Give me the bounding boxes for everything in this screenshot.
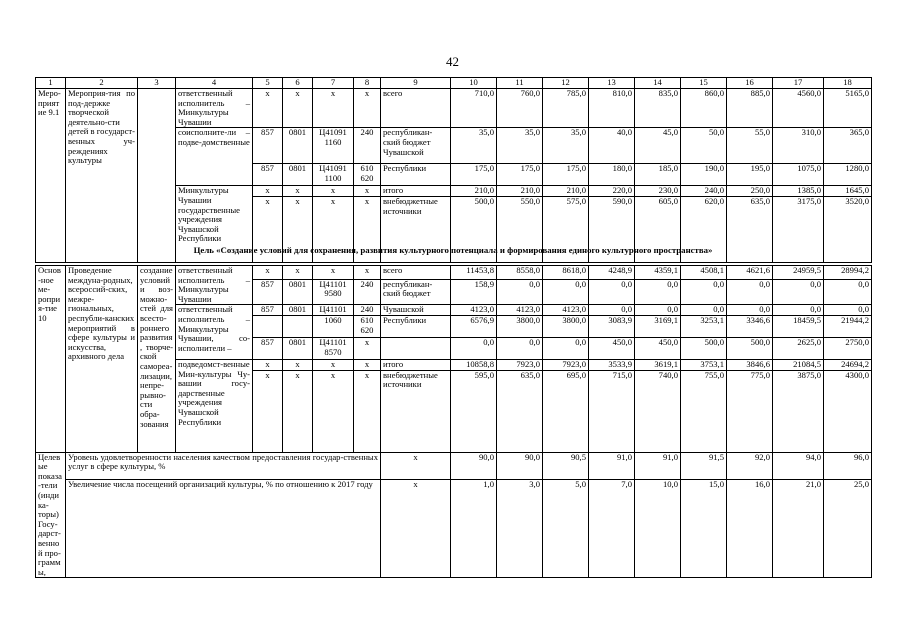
cell: 240 bbox=[354, 128, 381, 164]
value-cell: 220,0 bbox=[589, 186, 635, 197]
value-cell: 21084,5 bbox=[773, 359, 824, 370]
value-cell: 1,0 bbox=[451, 479, 497, 577]
value-cell: 0,0 bbox=[681, 279, 727, 305]
cell: x bbox=[283, 196, 313, 262]
value-cell: 21,0 bbox=[773, 479, 824, 577]
value-cell: 2625,0 bbox=[773, 337, 824, 359]
col-num: 17 bbox=[773, 78, 824, 89]
measure-goal: создание условий и воз-можно-стей для всесто-роннего развития, творче-ской самореа-лизации, непре-рывно-сти обра-зования bbox=[138, 266, 176, 453]
value-cell: 1385,0 bbox=[773, 186, 824, 197]
value-cell: 4621,6 bbox=[727, 266, 773, 280]
value-cell: 6576,9 bbox=[451, 315, 497, 337]
value-cell: 4300,0 bbox=[824, 370, 872, 452]
value-cell: 0,0 bbox=[824, 279, 872, 305]
cell: Ц41101 bbox=[313, 305, 354, 316]
value-cell: 365,0 bbox=[824, 128, 872, 164]
cell: x bbox=[253, 266, 283, 280]
value-cell: 605,0 bbox=[635, 196, 681, 262]
cell: x bbox=[354, 89, 381, 128]
value-cell: 695,0 bbox=[543, 370, 589, 452]
value-cell: 175,0 bbox=[543, 164, 589, 186]
indicator-mark: x bbox=[381, 452, 451, 479]
value-cell: 620,0 bbox=[681, 196, 727, 262]
column-number-row bbox=[36, 78, 872, 89]
cell: 0801 bbox=[283, 164, 313, 186]
source-cell: всего bbox=[381, 266, 451, 280]
value-cell: 4560,0 bbox=[773, 89, 824, 128]
value-cell: 4123,0 bbox=[543, 305, 589, 316]
value-cell: 250,0 bbox=[727, 186, 773, 197]
value-cell: 180,0 bbox=[589, 164, 635, 186]
source-cell: Республики bbox=[381, 315, 451, 337]
value-cell: 92,0 bbox=[727, 452, 773, 479]
cell: x bbox=[313, 266, 354, 280]
value-cell: 4123,0 bbox=[451, 305, 497, 316]
cell: x bbox=[313, 370, 354, 452]
indicator-row bbox=[36, 452, 872, 479]
col-num: 3 bbox=[138, 78, 176, 89]
value-cell: 3846,6 bbox=[727, 359, 773, 370]
value-cell: 21944,2 bbox=[824, 315, 872, 337]
value-cell: 195,0 bbox=[727, 164, 773, 186]
value-cell: 2750,0 bbox=[824, 337, 872, 359]
cell: x bbox=[283, 266, 313, 280]
cell: x bbox=[253, 196, 283, 262]
cell: x bbox=[253, 359, 283, 370]
value-cell: 90,0 bbox=[497, 452, 543, 479]
value-cell: 0,0 bbox=[543, 337, 589, 359]
value-cell: 15,0 bbox=[681, 479, 727, 577]
value-cell: 11453,8 bbox=[451, 266, 497, 280]
cell: 0801 bbox=[283, 305, 313, 316]
cell: x bbox=[354, 196, 381, 262]
col-num: 7 bbox=[313, 78, 354, 89]
measure-goal bbox=[138, 89, 176, 263]
value-cell: 635,0 bbox=[497, 370, 543, 452]
value-cell: 310,0 bbox=[773, 128, 824, 164]
value-cell: 3175,0 bbox=[773, 196, 824, 262]
value-cell: 0,0 bbox=[727, 305, 773, 316]
value-cell: 4359,1 bbox=[635, 266, 681, 280]
cell: 857 bbox=[253, 305, 283, 316]
executor-text: ответственный исполнитель – Минкультуры Чувашии bbox=[178, 88, 250, 127]
cell: 857 bbox=[253, 164, 283, 186]
value-cell: 500,0 bbox=[451, 196, 497, 262]
cell: 240 bbox=[354, 279, 381, 305]
value-cell: 10,0 bbox=[635, 479, 681, 577]
value-cell: 16,0 bbox=[727, 479, 773, 577]
executor-cell bbox=[176, 89, 253, 128]
value-cell: 500,0 bbox=[681, 337, 727, 359]
value-cell: 94,0 bbox=[773, 452, 824, 479]
cell: Ц41101 8570 bbox=[313, 337, 354, 359]
value-cell: 3,0 bbox=[497, 479, 543, 577]
value-cell: 760,0 bbox=[497, 89, 543, 128]
value-cell: 96,0 bbox=[824, 452, 872, 479]
cell: x bbox=[253, 186, 283, 197]
cell: x bbox=[313, 89, 354, 128]
value-cell: 50,0 bbox=[681, 128, 727, 164]
source-cell: итого bbox=[381, 186, 451, 197]
cell: x bbox=[253, 89, 283, 128]
value-cell: 28994,2 bbox=[824, 266, 872, 280]
value-cell: 91,5 bbox=[681, 452, 727, 479]
value-cell: 24959,5 bbox=[773, 266, 824, 280]
value-cell: 7923,0 bbox=[543, 359, 589, 370]
cell: x bbox=[283, 370, 313, 452]
cell: Ц41091 1100 bbox=[313, 164, 354, 186]
cell: x bbox=[313, 186, 354, 197]
program-table-part-1 bbox=[35, 77, 872, 263]
cell: Ц41091 1160 bbox=[313, 128, 354, 164]
value-cell: 3875,0 bbox=[773, 370, 824, 452]
value-cell: 4508,1 bbox=[681, 266, 727, 280]
col-num: 4 bbox=[176, 78, 253, 89]
value-cell: 575,0 bbox=[543, 196, 589, 262]
table-row bbox=[36, 266, 872, 280]
value-cell: 4123,0 bbox=[497, 305, 543, 316]
value-cell: 810,0 bbox=[589, 89, 635, 128]
value-cell: 3169,1 bbox=[635, 315, 681, 337]
value-cell: 755,0 bbox=[681, 370, 727, 452]
value-cell: 18459,5 bbox=[773, 315, 824, 337]
source-cell: итого bbox=[381, 359, 451, 370]
col-num: 11 bbox=[497, 78, 543, 89]
cell: 240 bbox=[354, 305, 381, 316]
value-cell: 3346,6 bbox=[727, 315, 773, 337]
source-cell: Чувашской bbox=[381, 305, 451, 316]
cell: x bbox=[313, 196, 354, 262]
value-cell: 1645,0 bbox=[824, 186, 872, 197]
col-num: 8 bbox=[354, 78, 381, 89]
source-cell: внебюджетные источники bbox=[381, 196, 451, 262]
page-number: 42 bbox=[446, 54, 459, 69]
col-num: 16 bbox=[727, 78, 773, 89]
value-cell: 1075,0 bbox=[773, 164, 824, 186]
co-executor-text: Минкультуры Чувашии государственные учреждения Чувашской Республики bbox=[178, 185, 240, 244]
cell: 0801 bbox=[283, 337, 313, 359]
col-num: 18 bbox=[824, 78, 872, 89]
value-cell: 500,0 bbox=[727, 337, 773, 359]
value-cell: 0,0 bbox=[589, 305, 635, 316]
value-cell: 0,0 bbox=[543, 279, 589, 305]
value-cell: 25,0 bbox=[824, 479, 872, 577]
executor-cell: ответственный исполнитель – Минкультуры Чувашии bbox=[176, 266, 253, 305]
col-num: 12 bbox=[543, 78, 589, 89]
source-cell: Республики bbox=[381, 164, 451, 186]
value-cell: 3800,0 bbox=[497, 315, 543, 337]
indicators-label: Целевые показа-тели (индика-торы) Госу-дарст-венной про-граммы, bbox=[36, 452, 66, 578]
value-cell: 230,0 bbox=[635, 186, 681, 197]
col-num: 6 bbox=[283, 78, 313, 89]
cell: 610 620 bbox=[354, 315, 381, 337]
source-cell bbox=[381, 337, 451, 359]
cell: x bbox=[354, 359, 381, 370]
table-row bbox=[36, 89, 872, 128]
value-cell: 90,0 bbox=[451, 452, 497, 479]
col-num: 1 bbox=[36, 78, 66, 89]
value-cell: 0,0 bbox=[589, 279, 635, 305]
program-table-part-2 bbox=[35, 265, 872, 578]
value-cell: 885,0 bbox=[727, 89, 773, 128]
col-num: 13 bbox=[589, 78, 635, 89]
value-cell: 0,0 bbox=[497, 337, 543, 359]
col-num: 9 bbox=[381, 78, 451, 89]
value-cell: 0,0 bbox=[773, 279, 824, 305]
col-num: 14 bbox=[635, 78, 681, 89]
cell bbox=[283, 315, 313, 337]
value-cell: 3520,0 bbox=[824, 196, 872, 262]
value-cell: 0,0 bbox=[635, 305, 681, 316]
value-cell: 3083,9 bbox=[589, 315, 635, 337]
value-cell: 91,0 bbox=[589, 452, 635, 479]
value-cell: 8558,0 bbox=[497, 266, 543, 280]
value-cell: 3753,1 bbox=[681, 359, 727, 370]
value-cell: 590,0 bbox=[589, 196, 635, 262]
value-cell: 0,0 bbox=[727, 279, 773, 305]
value-cell: 860,0 bbox=[681, 89, 727, 128]
value-cell: 90,5 bbox=[543, 452, 589, 479]
value-cell: 0,0 bbox=[451, 337, 497, 359]
value-cell: 7,0 bbox=[589, 479, 635, 577]
value-cell: 175,0 bbox=[497, 164, 543, 186]
indicator-row bbox=[36, 479, 872, 577]
value-cell: 0,0 bbox=[635, 279, 681, 305]
value-cell: 158,9 bbox=[451, 279, 497, 305]
value-cell: 35,0 bbox=[451, 128, 497, 164]
value-cell: 8618,0 bbox=[543, 266, 589, 280]
cell: 857 bbox=[253, 128, 283, 164]
value-cell: 5165,0 bbox=[824, 89, 872, 128]
cell: 1060 bbox=[313, 315, 354, 337]
value-cell: 740,0 bbox=[635, 370, 681, 452]
co-executor-text: соисполните-ли – подве-домственные bbox=[178, 127, 250, 147]
cell: x bbox=[283, 359, 313, 370]
value-cell: 635,0 bbox=[727, 196, 773, 262]
value-cell: 55,0 bbox=[727, 128, 773, 164]
value-cell: 24694,2 bbox=[824, 359, 872, 370]
value-cell: 190,0 bbox=[681, 164, 727, 186]
value-cell: 3253,1 bbox=[681, 315, 727, 337]
value-cell: 210,0 bbox=[497, 186, 543, 197]
measure-number: Основ-ное ме-роприя-тие 10 bbox=[36, 266, 66, 453]
goal-heading: Цель «Создание условий для сохранения, развития культурного потенциала и формирования единого культурного пространства» bbox=[193, 245, 713, 255]
cell: 857 bbox=[253, 279, 283, 305]
source-cell: всего bbox=[381, 89, 451, 128]
value-cell: 715,0 bbox=[589, 370, 635, 452]
value-cell: 1280,0 bbox=[824, 164, 872, 186]
measure-name: Проведение междуна-родных, всероссий-ских, межре-гиональных, республи-канских мероприятий в сфере культуры и искусства, архивного дела bbox=[66, 266, 138, 453]
cell: x bbox=[354, 337, 381, 359]
value-cell: 35,0 bbox=[543, 128, 589, 164]
value-cell: 5,0 bbox=[543, 479, 589, 577]
cell: x bbox=[354, 266, 381, 280]
co-executor-cell: ответственный исполнитель – Минкультуры Чувашии, со-исполнители – bbox=[176, 305, 253, 360]
value-cell: 0,0 bbox=[773, 305, 824, 316]
value-cell: 3533,9 bbox=[589, 359, 635, 370]
col-num: 10 bbox=[451, 78, 497, 89]
value-cell: 3619,1 bbox=[635, 359, 681, 370]
value-cell: 45,0 bbox=[635, 128, 681, 164]
value-cell: 35,0 bbox=[497, 128, 543, 164]
value-cell: 40,0 bbox=[589, 128, 635, 164]
value-cell: 0,0 bbox=[681, 305, 727, 316]
indicator-mark: x bbox=[381, 479, 451, 577]
cell: x bbox=[283, 186, 313, 197]
value-cell: 210,0 bbox=[543, 186, 589, 197]
cell: x bbox=[253, 370, 283, 452]
cell: x bbox=[313, 359, 354, 370]
value-cell: 835,0 bbox=[635, 89, 681, 128]
value-cell: 7923,0 bbox=[497, 359, 543, 370]
value-cell: 595,0 bbox=[451, 370, 497, 452]
value-cell: 185,0 bbox=[635, 164, 681, 186]
value-cell: 0,0 bbox=[824, 305, 872, 316]
value-cell: 3800,0 bbox=[543, 315, 589, 337]
source-cell: республикан-ский бюджет bbox=[381, 279, 451, 305]
co-executor-cell: подведомст-венные Мин-культуры Чу-вашии госу-дарственные учреждения Чувашской Республики bbox=[176, 359, 253, 452]
col-num: 2 bbox=[66, 78, 138, 89]
source-cell: республикан-ский бюджет Чувашской bbox=[381, 128, 451, 164]
value-cell: 175,0 bbox=[451, 164, 497, 186]
co-executor-cell bbox=[176, 128, 253, 186]
cell: x bbox=[354, 186, 381, 197]
col-num: 5 bbox=[253, 78, 283, 89]
cell: 0801 bbox=[283, 128, 313, 164]
value-cell: 0,0 bbox=[497, 279, 543, 305]
cell: 610 620 bbox=[354, 164, 381, 186]
value-cell: 240,0 bbox=[681, 186, 727, 197]
measure-name: Мероприя-тия по под-держке творческой деятельно-сти детей в государст-венных уч-реждениях культуры bbox=[66, 89, 138, 263]
cell: x bbox=[354, 370, 381, 452]
value-cell: 4248,9 bbox=[589, 266, 635, 280]
value-cell: 785,0 bbox=[543, 89, 589, 128]
cell: Ц41101 9580 bbox=[313, 279, 354, 305]
value-cell: 710,0 bbox=[451, 89, 497, 128]
cell: x bbox=[283, 89, 313, 128]
value-cell: 775,0 bbox=[727, 370, 773, 452]
value-cell: 450,0 bbox=[589, 337, 635, 359]
indicator-text: Уровень удовлетворенности населения качеством предоставления государ-ственных услуг в сфере культуры, % bbox=[66, 452, 381, 479]
value-cell: 91,0 bbox=[635, 452, 681, 479]
col-num: 15 bbox=[681, 78, 727, 89]
cell bbox=[253, 315, 283, 337]
value-cell: 10858,8 bbox=[451, 359, 497, 370]
value-cell: 450,0 bbox=[635, 337, 681, 359]
cell: 0801 bbox=[283, 279, 313, 305]
source-cell: внебюджетные источники bbox=[381, 370, 451, 452]
value-cell: 550,0 bbox=[497, 196, 543, 262]
value-cell: 210,0 bbox=[451, 186, 497, 197]
indicator-text: Увеличение числа посещений организаций культуры, % по отношению к 2017 году bbox=[66, 479, 381, 577]
cell: 857 bbox=[253, 337, 283, 359]
measure-number: Меро-приятие 9.1 bbox=[36, 89, 66, 263]
